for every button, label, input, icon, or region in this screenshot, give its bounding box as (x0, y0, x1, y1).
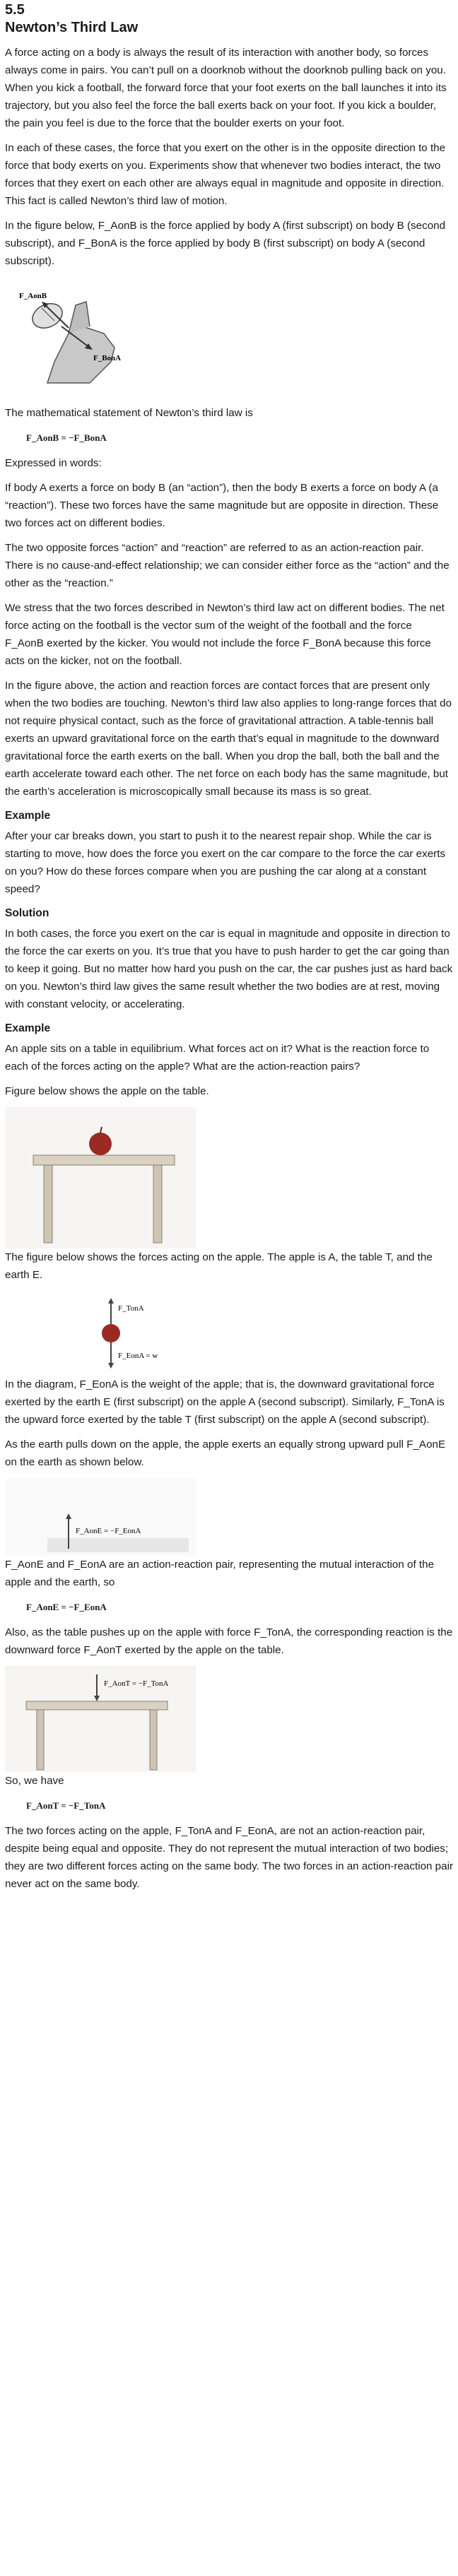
paragraph-car-solution: In both cases, the force you exert on the car is equal in magnitude and opposite in direction to the force the car exerts on you. It’s true that you have to push harder to get the car going than to keep it going. But no matter how hard you push on the car, the car pushes just as hard back on you. Newton’s third law gives the same result whether the two bodies are at rest, moving with constant velocity, or accelerating. (5, 928, 453, 1010)
heading-solution: Solution (5, 907, 49, 919)
paragraph-table-push: Also, as the table pushes up on the apple with force F_TonA, the corresponding reaction is the downward force F_AonT exerted by the apple on the table. (5, 1626, 453, 1656)
paragraph-apple-figure: Figure below shows the apple on the table. (5, 1085, 209, 1097)
label-f-e-on-a: F_EonA = w (118, 1352, 158, 1360)
label-f-t-on-a: F_TonA (118, 1304, 144, 1313)
label-f-a-on-b: F_AonB (19, 292, 47, 300)
paragraph-pair-apple-earth: F_AonE and F_EonA are an action-reaction pair, representing the mutual interaction of the apple and the earth, so (5, 1559, 435, 1588)
figure-apple-forces (5, 1291, 196, 1376)
paragraph-pair: The two opposite forces “action” and “reaction” are referred to as an action-reaction pair. There is no cause-and-effect relationship; we can consider either force as the “action” and the other as the “reaction.” (5, 542, 450, 589)
paragraph-weight: In the diagram, F_EonA is the weight of the apple; that is, the downward gravitational force exerted by the earth E (first subscript) on the apple A (second subscript). Similarly, F_TonA is the upward force exerted by the table T (first subscript) on the apple A (second subscript). (5, 1378, 445, 1426)
figure-apple-on-table (5, 1107, 196, 1248)
label-f-a-on-t: F_AonT = −F_TonA (104, 1679, 169, 1688)
paragraph-action-reaction: If body A exerts a force on body B (an “action”), then the body B exerts a force on body A (a “reaction”). These two forces have the same magnitude but are opposite in direction. These two forces act on different bodies. (5, 482, 439, 529)
equation-apple-earth: F_AonE = −F_EonA (26, 1602, 107, 1612)
heading-example-2: Example (5, 1022, 51, 1034)
label-f-a-on-e: F_AonE = −F_EonA (76, 1527, 141, 1535)
paragraph-math-statement: The mathematical statement of Newton’s third law is (5, 407, 253, 419)
paragraph-different-bodies: We stress that the two forces described in Newton’s third law act on different bodies. The net force acting on the football is the vector sum of the weight of the football and the force F_AonB exerted by the kicker. You would not include the force F_BonA because this force acts on the kicker, not on the football. (5, 602, 445, 667)
paragraph-forces-figure: The figure below shows the forces acting on the apple. The apple is A, the table T, and the earth E. (5, 1251, 433, 1281)
figure-apple-earth (5, 1478, 196, 1556)
figure-kick-football (5, 277, 146, 404)
paragraph-third-law: In each of these cases, the force that you exert on the other is in the opposite direction to the force that body exerts on you. Experiments show that whenever two bodies interact, the two forces that they exert on each other are always equal in magnitude and opposite in direction. This fact is called Newton’s third law of motion. (5, 142, 446, 207)
paragraph-long-range: In the figure above, the action and reaction forces are contact forces that are present only when the two bodies are touching. Newton’s third law also applies to long-range forces that do not require physical contact, such as the force of gravitational attraction. A table-tennis ball exerts an upward gravitational force on the earth that’s equal in magnitude to the downward gravitational force the earth exerts on the ball. When you drop the ball, both the ball and the earth accelerate toward each other. The net force on each body has the same magnitude, but the earth’s acceleration is microscopically small because its mass is so great. (5, 680, 452, 798)
section-number: 5.5 (5, 2, 25, 18)
equation-apple-table: F_AonT = −F_TonA (26, 1800, 106, 1811)
paragraph-earth-pull: As the earth pulls down on the apple, the apple exerts an equally strong upward pull F_AonE on the earth as shown below. (5, 1438, 446, 1468)
equation-third-law: F_AonB = −F_BonA (26, 432, 107, 443)
label-f-b-on-a: F_BonA (93, 354, 122, 362)
section-title: Newton’s Third Law (5, 20, 139, 35)
paragraph-in-words: Expressed in words: (5, 457, 102, 469)
figure-apple-table (5, 1666, 196, 1772)
paragraph-so-we-have: So, we have (5, 1775, 64, 1787)
paragraph-apple-question: An apple sits on a table in equilibrium. What forces act on it? What is the reaction force to each of the forces acting on the apple? What are the action-reaction pairs? (5, 1043, 430, 1073)
paragraph-intro: A force acting on a body is always the result of its interaction with another body, so forces always come in pairs. You can’t pull on a doorknob without the doorknob pulling back on you. When you kick a football, the forward force that your foot exerts on the ball launches it into its trajectory, but you also feel the force the ball exerts back on your foot. If you kick a boulder, the pain you feel is due to the force that the boulder exerts on your foot. (5, 47, 447, 129)
paragraph-car-question: After your car breaks down, you start to push it to the nearest repair shop. While the car is starting to move, how does the force you exert on the car compare to the force the car exerts on you? How do these forces compare when you are pushing the car along at a constant speed? (5, 830, 446, 895)
paragraph-figure-intro: In the figure below, F_AonB is the force applied by body A (first subscript) on body B (second subscript), and F_BonA is the force applied by body B (first subscript) on body A (second subscript). (5, 220, 446, 267)
paragraph-not-pair: The two forces acting on the apple, F_TonA and F_EonA, are not an action-reaction pair, despite being equal and opposite. They do not represent the mutual interaction of two bodies; they are two different forces acting on the same body. The two forces in an action-reaction pair never act on the same body. (5, 1825, 454, 1890)
heading-example-1: Example (5, 810, 51, 822)
